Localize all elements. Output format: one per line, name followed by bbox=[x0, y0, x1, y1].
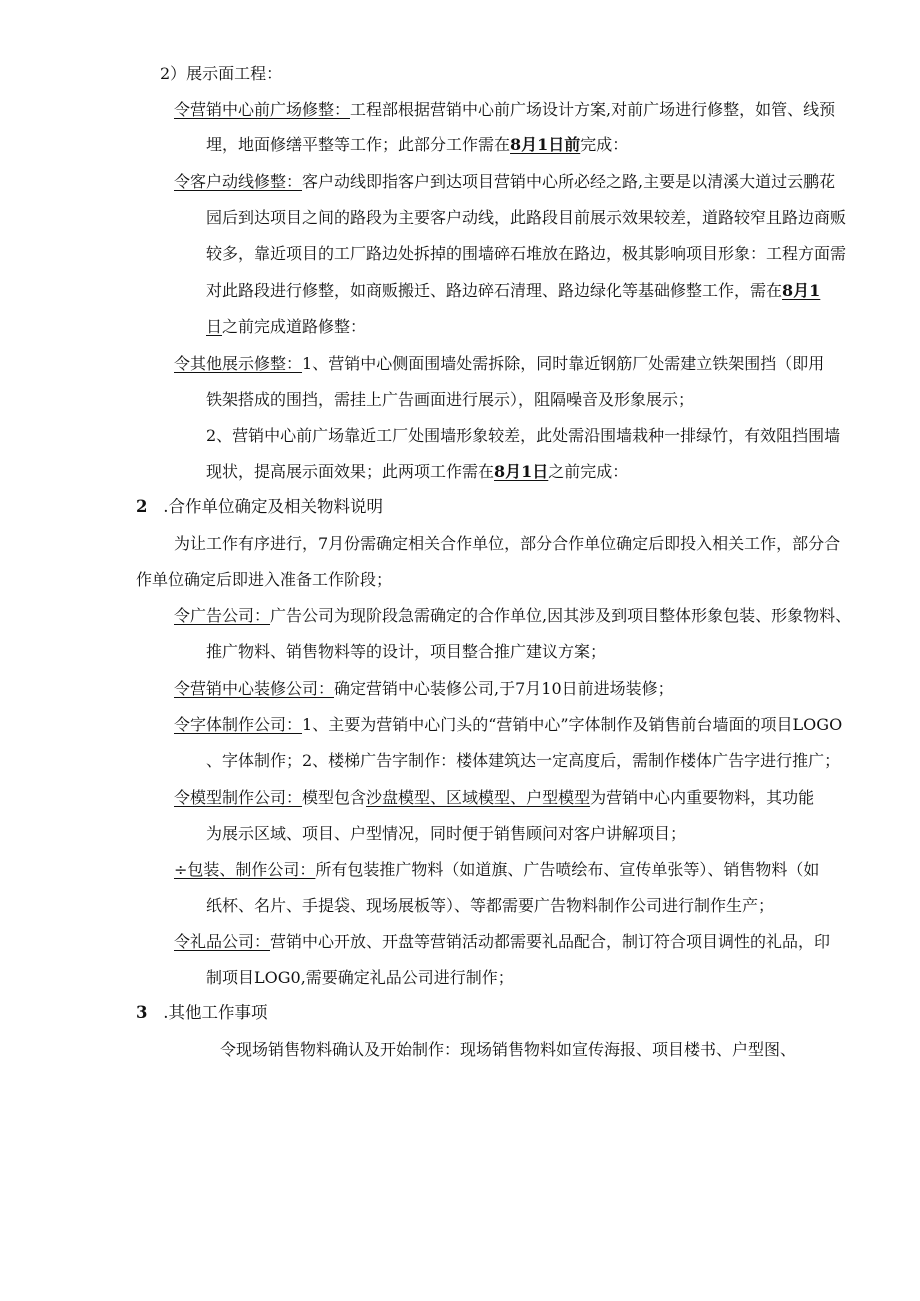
item-line bbox=[206, 281, 820, 301]
item-text: 之前完成： bbox=[548, 462, 629, 481]
item-label: 令礼品公司： bbox=[174, 932, 271, 951]
item-pack-company bbox=[174, 860, 819, 880]
item-font-company bbox=[174, 715, 842, 735]
item-line bbox=[206, 135, 628, 155]
item-label: 令字体制作公司： bbox=[174, 715, 303, 734]
item-line bbox=[206, 317, 366, 337]
model-type: 沙盘模型、 bbox=[366, 788, 447, 807]
item-text: 现状，提高展示面效果；此两项工作需在 bbox=[206, 462, 495, 481]
item-label: 令其他展示修整： bbox=[174, 354, 303, 373]
item-line: 推广物料、销售物料等的设计，项目整合推广建议方案； bbox=[206, 642, 607, 661]
section-number: 2 bbox=[136, 497, 148, 516]
item-text: 工程部根据营销中心前广场设计方案,对前广场进行修整，如管、线预 bbox=[350, 100, 836, 119]
sub-heading: 2）展示面工程： bbox=[160, 64, 283, 83]
item-line bbox=[206, 462, 628, 482]
section-number: 3 bbox=[136, 1003, 148, 1022]
item-text: 对此路段进行修整，如商贩搬迁、路边碎石清理、路边绿化等基础修整工作，需在 bbox=[206, 281, 783, 300]
item-gift-company bbox=[174, 932, 830, 952]
item-customer-route bbox=[174, 172, 835, 192]
item-label: 令广告公司： bbox=[174, 606, 271, 625]
item-line: 2、营销中心前广场靠近工厂处围墙形象较差，此处需沿围墙栽种一排绿竹，有效阻挡围墙 bbox=[206, 426, 841, 445]
item-ad-company bbox=[174, 606, 851, 626]
item-line: 园后到达项目之间的路段为主要客户动线，此路段目前展示效果较差，道路较窄且路边商贩 bbox=[206, 208, 847, 227]
item-text: 客户动线即指客户到达项目营销中心所必经之路,主要是以清溪大道过云鹏花 bbox=[302, 172, 836, 191]
item-text: 所有包装推广物料（如道旗、广告喷绘布、宣传单张等）、销售物料（如 bbox=[315, 860, 820, 879]
item-line: 、字体制作；2、楼梯广告字制作：楼体建筑达一定高度后，需制作楼体广告字进行推广； bbox=[206, 751, 841, 770]
item-label: ÷包装、制作公司： bbox=[174, 860, 316, 879]
deadline-date: 8月1日 bbox=[494, 462, 549, 481]
item-line: 纸杯、名片、手提袋、现场展板等）、等都需要广告物料制作公司进行制作生产； bbox=[206, 896, 775, 915]
item-label: 令营销中心前广场修整： bbox=[174, 100, 351, 119]
section-heading bbox=[136, 1003, 267, 1023]
section-title: .其他工作事项 bbox=[163, 1003, 268, 1022]
deadline-date: 8月1 bbox=[782, 281, 821, 300]
section-heading bbox=[136, 497, 383, 517]
deadline-date: 日 bbox=[206, 317, 223, 336]
item-text: 埋，地面修缮平整等工作；此部分工作需在 bbox=[206, 135, 511, 154]
item-label: 令客户动线修整： bbox=[174, 172, 303, 191]
item-other-display bbox=[174, 354, 824, 374]
item-front-plaza bbox=[174, 100, 882, 120]
section-title: .合作单位确定及相关物料说明 bbox=[163, 497, 383, 516]
paragraph-line: 作单位确定后即进入准备工作阶段； bbox=[136, 570, 393, 589]
model-type: 户型模型 bbox=[526, 788, 591, 807]
item-label: 令模型制作公司： bbox=[174, 788, 303, 807]
item-line: 制项目LOG0,需要确定礼品公司进行制作； bbox=[206, 968, 514, 987]
item-text: 之前完成道路修整： bbox=[222, 317, 367, 336]
paragraph-line: 令现场销售物料确认及开始制作：现场销售物料如宣传海报、项目楼书、户型图、 bbox=[220, 1040, 797, 1059]
item-text: 模型包含 bbox=[302, 788, 367, 807]
deadline-date: 8月1日前 bbox=[510, 135, 581, 154]
item-text: 1、营销中心侧面围墙处需拆除，同时靠近钢筋厂处需建立铁架围挡（即用 bbox=[302, 354, 825, 373]
item-text: 1、主要为营销中心门头的“营销中心”字体制作及销售前台墙面的项目LOGO bbox=[302, 715, 843, 734]
item-text: 营销中心开放、开盘等营销活动都需要礼品配合，制订符合项目调性的礼品，印 bbox=[270, 932, 831, 951]
item-line: 较多，靠近项目的工厂路边处拆掉的围墙碎石堆放在路边，极其影响项目形象：工程方面需 bbox=[206, 244, 847, 263]
item-decor-company bbox=[174, 679, 674, 699]
item-line: 为展示区域、项目、户型情况，同时便于销售顾问对客户讲解项目； bbox=[206, 824, 687, 843]
item-text: 广告公司为现阶段急需确定的合作单位,因其涉及到项目整体形象包装、形象物料、 bbox=[270, 606, 852, 625]
item-text: 完成： bbox=[580, 135, 629, 154]
item-text: 为营销中心内重要物料，其功能 bbox=[590, 788, 815, 807]
paragraph-line: 为让工作有序进行，7月份需确定相关合作单位，部分合作单位确定后即投入相关工作，部分合 bbox=[174, 534, 841, 553]
model-type: 区域模型、 bbox=[446, 788, 527, 807]
item-line: 铁架搭成的围挡，需挂上广告画面进行展示），阻隔噪音及形象展示； bbox=[206, 390, 695, 409]
item-text: 确定营销中心装修公司,于7月10日前进场装修； bbox=[334, 679, 674, 698]
item-label: 令营销中心装修公司： bbox=[174, 679, 335, 698]
item-model-company bbox=[174, 788, 814, 808]
